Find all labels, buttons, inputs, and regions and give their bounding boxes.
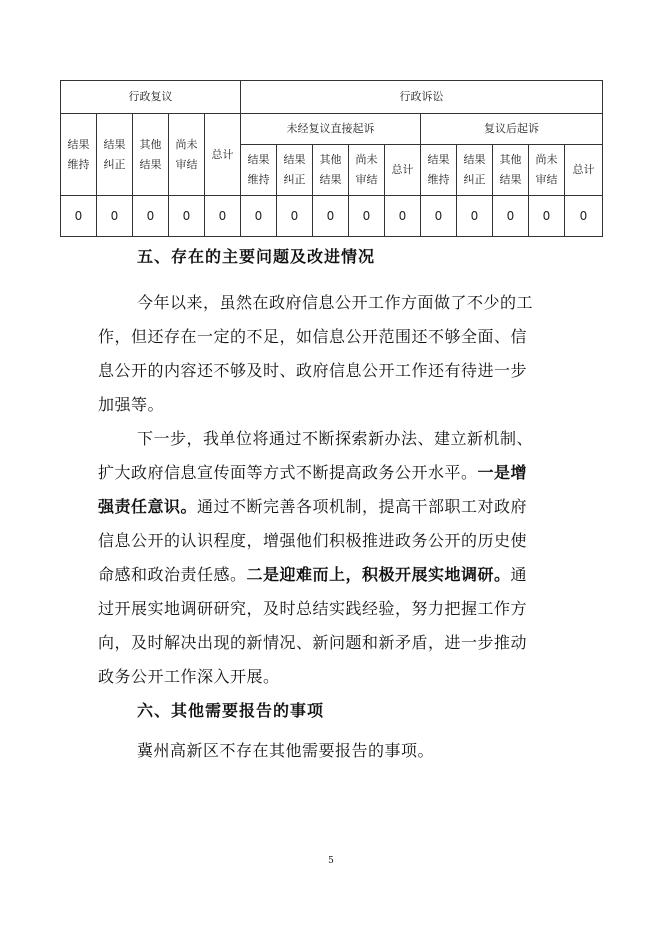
table-cell-value: 0 xyxy=(133,196,169,237)
page-number: 5 xyxy=(328,856,334,866)
col-result-corrected: 结果 纠正 xyxy=(277,145,313,196)
table-cell-value: 0 xyxy=(421,196,457,237)
table-cell-value: 0 xyxy=(457,196,493,237)
admin-litigation-header: 行政诉讼 xyxy=(241,81,603,114)
col-result-maintain: 结果 维持 xyxy=(61,114,97,196)
paragraph-line: 下一步，我单位将通过不断探索新办法、建立新机制、 xyxy=(137,429,534,448)
table-cell-value: 0 xyxy=(565,196,603,237)
section6-heading: 六、其他需要报告的事项 xyxy=(137,701,325,720)
admin-review-header: 行政复议 xyxy=(61,81,241,114)
paragraph-line: 过开展实地调研研究，及时总结实践经验，努力把握工作方 xyxy=(98,599,528,618)
emphasis-text: 一是增 xyxy=(477,463,528,482)
col-result-maintain: 结果 维持 xyxy=(421,145,457,196)
col-other-result: 其他 结果 xyxy=(313,145,349,196)
col-result-maintain: 结果 维持 xyxy=(241,145,277,196)
col-total: 总计 xyxy=(565,145,603,196)
table-cell-value: 0 xyxy=(349,196,385,237)
col-total: 总计 xyxy=(205,114,241,196)
col-pending: 尚未 审结 xyxy=(349,145,385,196)
col-result-corrected: 结果 纠正 xyxy=(97,114,133,196)
table-cell-value: 0 xyxy=(61,196,97,237)
statistics-table xyxy=(60,80,603,237)
col-pending: 尚未 审结 xyxy=(169,114,205,196)
col-pending: 尚未 审结 xyxy=(529,145,565,196)
emphasis-text: 强责任意识。 xyxy=(98,497,198,516)
paragraph-line: 息公开的内容还不够及时、政府信息公开工作还有待进一步 xyxy=(98,361,528,380)
paragraph-line: 冀州高新区不存在其他需要报告的事项。 xyxy=(137,741,435,760)
table-cell-value: 0 xyxy=(97,196,133,237)
table-cell-value: 0 xyxy=(313,196,349,237)
paragraph-line: 命感和政治责任感。二是迎难而上，积极开展实地调研。通 xyxy=(98,565,528,584)
paragraph-line: 信息公开的认识程度，增强他们积极推进政务公开的历史使 xyxy=(98,531,528,550)
paragraph-line: 政务公开工作深入开展。 xyxy=(98,667,280,686)
col-other-result: 其他 结果 xyxy=(133,114,169,196)
section5-heading: 五、存在的主要问题及改进情况 xyxy=(137,247,376,266)
col-other-result: 其他 结果 xyxy=(493,145,529,196)
col-total: 总计 xyxy=(385,145,421,196)
table-cell-value: 0 xyxy=(277,196,313,237)
table-cell-value: 0 xyxy=(205,196,241,237)
table-cell-value: 0 xyxy=(529,196,565,237)
paragraph-line: 向，及时解决出现的新情况、新问题和新矛盾，进一步推动 xyxy=(98,633,528,652)
table-cell-value: 0 xyxy=(169,196,205,237)
after-review-suit-header: 复议后起诉 xyxy=(421,114,603,145)
emphasis-text: 二是迎难而上，积极开展实地调研。 xyxy=(246,565,511,584)
table-cell-value: 0 xyxy=(241,196,277,237)
table-cell-value: 0 xyxy=(385,196,421,237)
table-cell-value: 0 xyxy=(493,196,529,237)
col-result-corrected: 结果 纠正 xyxy=(457,145,493,196)
paragraph-line: 加强等。 xyxy=(98,395,165,414)
paragraph-line: 强责任意识。通过不断完善各项机制，提高干部职工对政府 xyxy=(98,497,528,516)
direct-suit-header: 未经复议直接起诉 xyxy=(241,114,421,145)
paragraph-line: 作，但还存在一定的不足，如信息公开范围还不够全面、信 xyxy=(98,327,528,346)
paragraph-line: 扩大政府信息宣传面等方式不断提高政务公开水平。一是增 xyxy=(98,463,528,482)
paragraph-line: 今年以来，虽然在政府信息公开工作方面做了不少的工 xyxy=(137,293,534,312)
